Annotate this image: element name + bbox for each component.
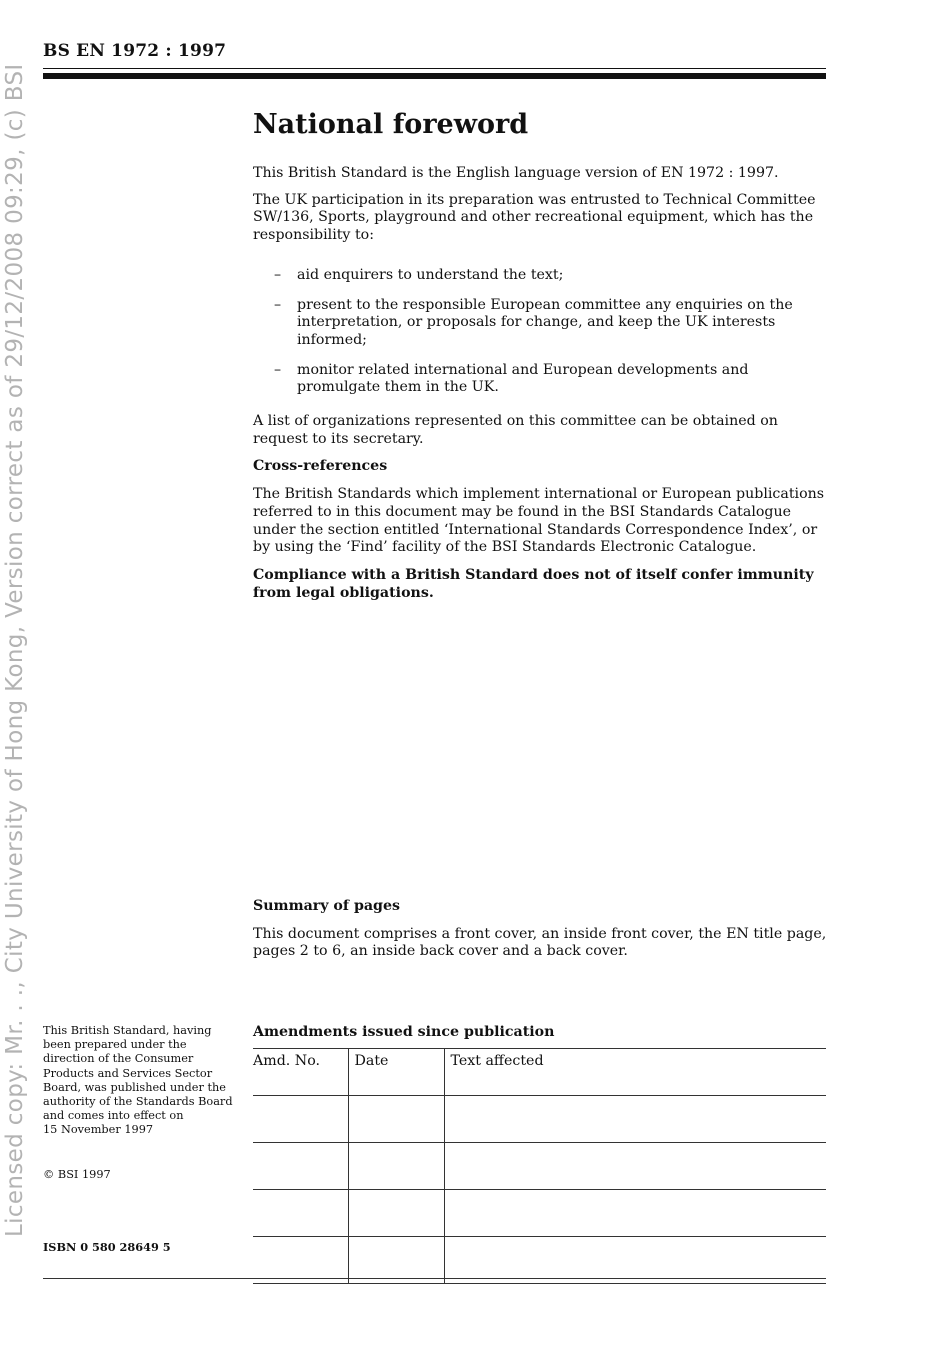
document-code: BS EN 1972 : 1997 [43,41,227,61]
watermark-text: Licensed copy: Mr. . ., City University of Hong Kong, Version correct as of 29/12/2008 09:29, (c) BSI [2,63,28,1237]
list-item: – monitor related international and European developments and promulgate them in the UK. [253,362,828,397]
table-row [253,1143,826,1190]
table-row [253,1237,826,1284]
table-cell [348,1096,444,1143]
foreword-body [253,165,828,602]
table-cell [444,1096,826,1143]
table-cell [253,1096,348,1143]
list-item: – present to the responsible European committee any enquiries on the interpretation, or proposals for change, and keep the UK interests informed; [253,297,828,350]
foreword-para-3: A list of organizations represented on this committee can be obtained on request to its secretary. [253,413,778,447]
publication-note-line: been prepared under the [43,1038,187,1052]
license-watermark [0,0,40,1345]
summary-section [253,898,828,961]
publication-note-line: 15 November 1997 [43,1123,154,1137]
publication-note-line: and comes into effect on [43,1109,184,1123]
table-cell [253,1190,348,1237]
table-cell [348,1237,444,1284]
table-row [253,1190,826,1237]
column-header-text-affected: Text affected [444,1049,826,1096]
table-row [253,1096,826,1143]
table-cell [444,1190,826,1237]
summary-text: This document comprises a front cover, an inside front cover, the EN title page, pages 2 to 6, an inside back cover and a back cover. [253,925,827,960]
amendments-table-wrapper [253,1048,826,1284]
copyright-notice: © BSI 1997 [43,1168,111,1181]
table-cell [253,1143,348,1190]
publication-note-line: This British Standard, having [43,1024,212,1037]
header-rule-thin [43,68,826,69]
header-rule-thick [43,73,826,79]
table-cell [444,1143,826,1190]
footer-rule [43,1278,826,1279]
summary-heading: Summary of pages [253,898,400,914]
publication-note-line: Board, was published under the [43,1080,226,1094]
publication-note-line: authority of the Standards Board [43,1095,233,1109]
responsibility-list [253,267,828,397]
cross-references-heading: Cross-references [253,458,388,475]
page-title: National foreword [253,109,529,140]
amendments-table [253,1048,826,1284]
table-cell [348,1190,444,1237]
compliance-statement: Compliance with a British Standard does not of itself confer immunity from legal obligations. [253,566,814,601]
publication-note-line: Products and Services Sector [43,1066,213,1080]
isbn: ISBN 0 580 28649 5 [43,1240,171,1254]
table-cell [444,1237,826,1284]
amendments-heading: Amendments issued since publication [253,1024,555,1040]
foreword-para-2: The UK participation in its preparation was entrusted to Technical Committee SW/136, Sports, playground and other recreational equipment, which has the responsibility to: [253,191,816,244]
column-header-amd-no: Amd. No. [253,1049,348,1096]
foreword-para-1: This British Standard is the English language version of EN 1972 : 1997. [253,165,779,181]
cross-references-text: The British Standards which implement international or European publications referred to in this document may be found in the BSI Standards Catalogue under the section entitled ‘International Standards Correspondence Index’, or by using the ‘Find’ facility of the BSI Standards Electronic Catalogue. [253,486,825,556]
publication-note-line: direction of the Consumer [43,1052,194,1066]
list-item: – aid enquirers to understand the text; [253,267,828,285]
table-cell [253,1237,348,1284]
table-header-row [253,1049,826,1096]
publication-note [43,1024,238,1138]
column-header-date: Date [348,1049,444,1096]
table-cell [348,1143,444,1190]
